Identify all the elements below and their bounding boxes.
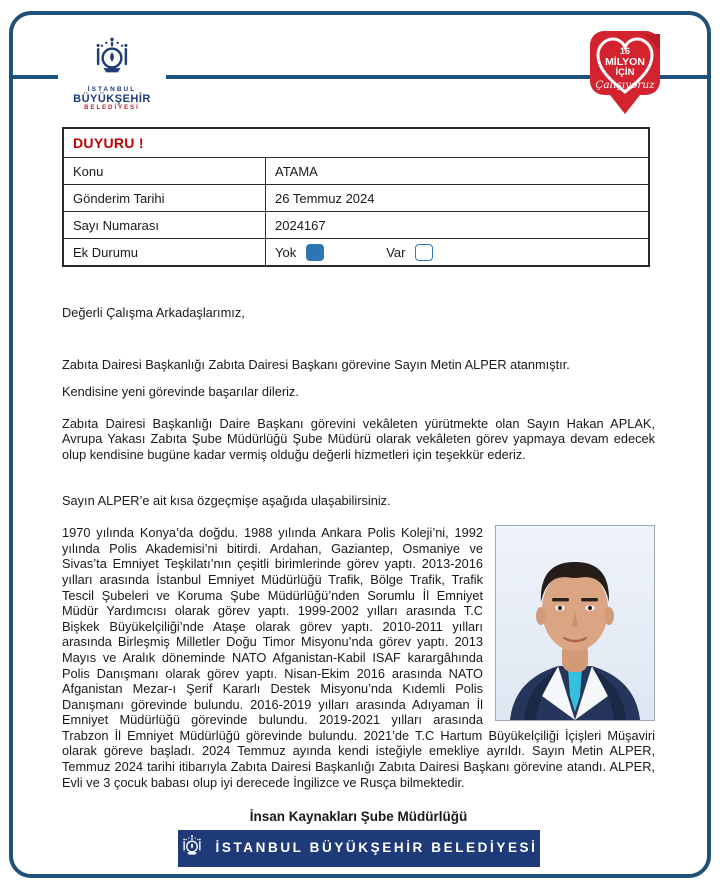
footer-banner: [178, 830, 540, 867]
attachment-var-checkbox: [415, 244, 433, 261]
svg-text:MİLYON: MİLYON: [605, 56, 645, 68]
greeting-text: Değerli Çalışma Arkadaşlarımız,: [62, 305, 245, 320]
biography-section: [62, 525, 655, 799]
row-label-sayi-numarasi: Sayı Numarası: [63, 212, 266, 239]
ibb-logo-text-line1: İSTANBUL: [87, 86, 137, 93]
appointment-paragraph: Zabıta Dairesi Başkanlığı Zabıta Dairesi Başkanı görevine Sayın Metin ALPER atanmıştır.: [62, 356, 570, 372]
footer-banner-text: İSTANBUL BÜYÜKŞEHİR BELEDİYESİ: [215, 840, 538, 856]
deputy-paragraph: Zabıta Dairesi Başkanlığı Daire Başkanı görevini vekâleten yürütmekte olan Sayın Hakan APLAK, Avrupa Yakası Zabıta Şube Müdürlüğü Şube Müdürü olarak vekâleten görev yapmaya devam edecek olup kendisine bugüne kadar vermiş olduğu değerli hizmetleri için teşekkür ederiz.: [62, 415, 655, 462]
row-value-gonderim-tarihi: 26 Temmuz 2024: [266, 185, 650, 212]
ibb-emblem-icon: [89, 36, 135, 85]
row-label-ek-durumu: Ek Durumu: [63, 239, 266, 267]
svg-text:Çalışıyoruz: Çalışıyoruz: [595, 79, 655, 91]
attachment-yok-label: Yok: [275, 244, 297, 260]
notice-title: DUYURU !: [63, 128, 649, 158]
table-row: [63, 212, 649, 239]
cv-intro-paragraph: Sayın ALPER’e ait kısa özgeçmişe aşağıda ulaşabilirsiniz.: [62, 492, 391, 508]
department-signature: İnsan Kaynakları Şube Müdürlüğü: [249, 809, 468, 825]
biography-text: 1970 yılında Konya’da doğdu. 1988 yılında Ankara Polis Koleji’ni, 1992 yılında Polis Akademisi’ni bitirdi. Ardahan, Gaziantep, Osmaniye ve Sivas’ta Emniyet Teşkilatı’nın çeşitli birimlerinde görev yaptı. 2013-2016 yılları arasında İstanbul Emniyet Müdürlüğü Trafik, Bölge Trafik, Trafik Tescil Şubeleri ve Koruma Şube Müdürlüğü’nden Sorumlu İl Emniyet Müdür Yardımcısı olarak görev yaptı. 1999-2002 yılları arasında T.C Bişkek Büyükelçiliği’nde Ataşe olarak görev yaptı. 2010-2011 yılları arasında Birleşmiş Milletler Doğu Timor Misyonu’nda görev yaptı. 2013 Mayıs ve Aralık döneminde NATO Afganistan-Kabil ISAF karargâhında Polis Danışmanı olarak görev yaptı. Nisan-Ekim 2016 arasında NATO Afganistan Mezar-ı Şerif Kararlı Destek Misyonu’nda Kıdemli Polis Danışmanı görevinde bulundu. 2016-2019 yılları arasında Adıyaman İl Emniyet Müdürlüğü görevinde bulundu. 2019-2021 yılları arasında Trabzon İl Emniyet Müdürlüğü görevinde bulundu. 2021’de T.C Hartum Büyükelçiliği İçişleri Müşaviri olarak göreve başladı. 2024 Temmuz ayında kendi isteğiyle emekliye ayrıldı. Sayın Metin ALPER, Temmuz 2024 tarihi itibarıyla Zabıta Dairesi Başkanlığı Zabıta Dairesi Başkanı görevine atandı. ALPER, Evli ve 3 çocuk babası olup iyi derecede İngilizce ve Rusça bilmektedir.: [62, 525, 655, 790]
wishes-paragraph: Kendisine yeni görevinde başarılar dileriz.: [62, 384, 299, 400]
table-row-title: [63, 128, 649, 158]
ibb-logo-text-line2: BÜYÜKŞEHİR: [73, 93, 151, 105]
portrait-photo: [495, 525, 655, 721]
ibb-logo: [58, 36, 166, 114]
row-value-konu: ATAMA: [266, 158, 650, 185]
ibb-emblem-white-icon: [179, 834, 205, 863]
16-million-heart-badge: [584, 26, 666, 120]
notice-table: [62, 127, 650, 267]
svg-text:İÇİN: İÇİN: [615, 67, 635, 78]
letter-body: [62, 259, 655, 867]
row-label-gonderim-tarihi: Gönderim Tarihi: [63, 185, 266, 212]
attachment-var-label: Var: [386, 244, 406, 260]
ibb-logo-text-line3: BELEDİYESİ: [84, 105, 140, 111]
svg-text:16: 16: [619, 46, 631, 56]
row-label-konu: Konu: [63, 158, 266, 185]
row-value-sayi-numarasi: 2024167: [266, 212, 650, 239]
attachment-yok-checkbox: [306, 244, 324, 261]
table-row: [63, 158, 649, 185]
table-row: [63, 185, 649, 212]
